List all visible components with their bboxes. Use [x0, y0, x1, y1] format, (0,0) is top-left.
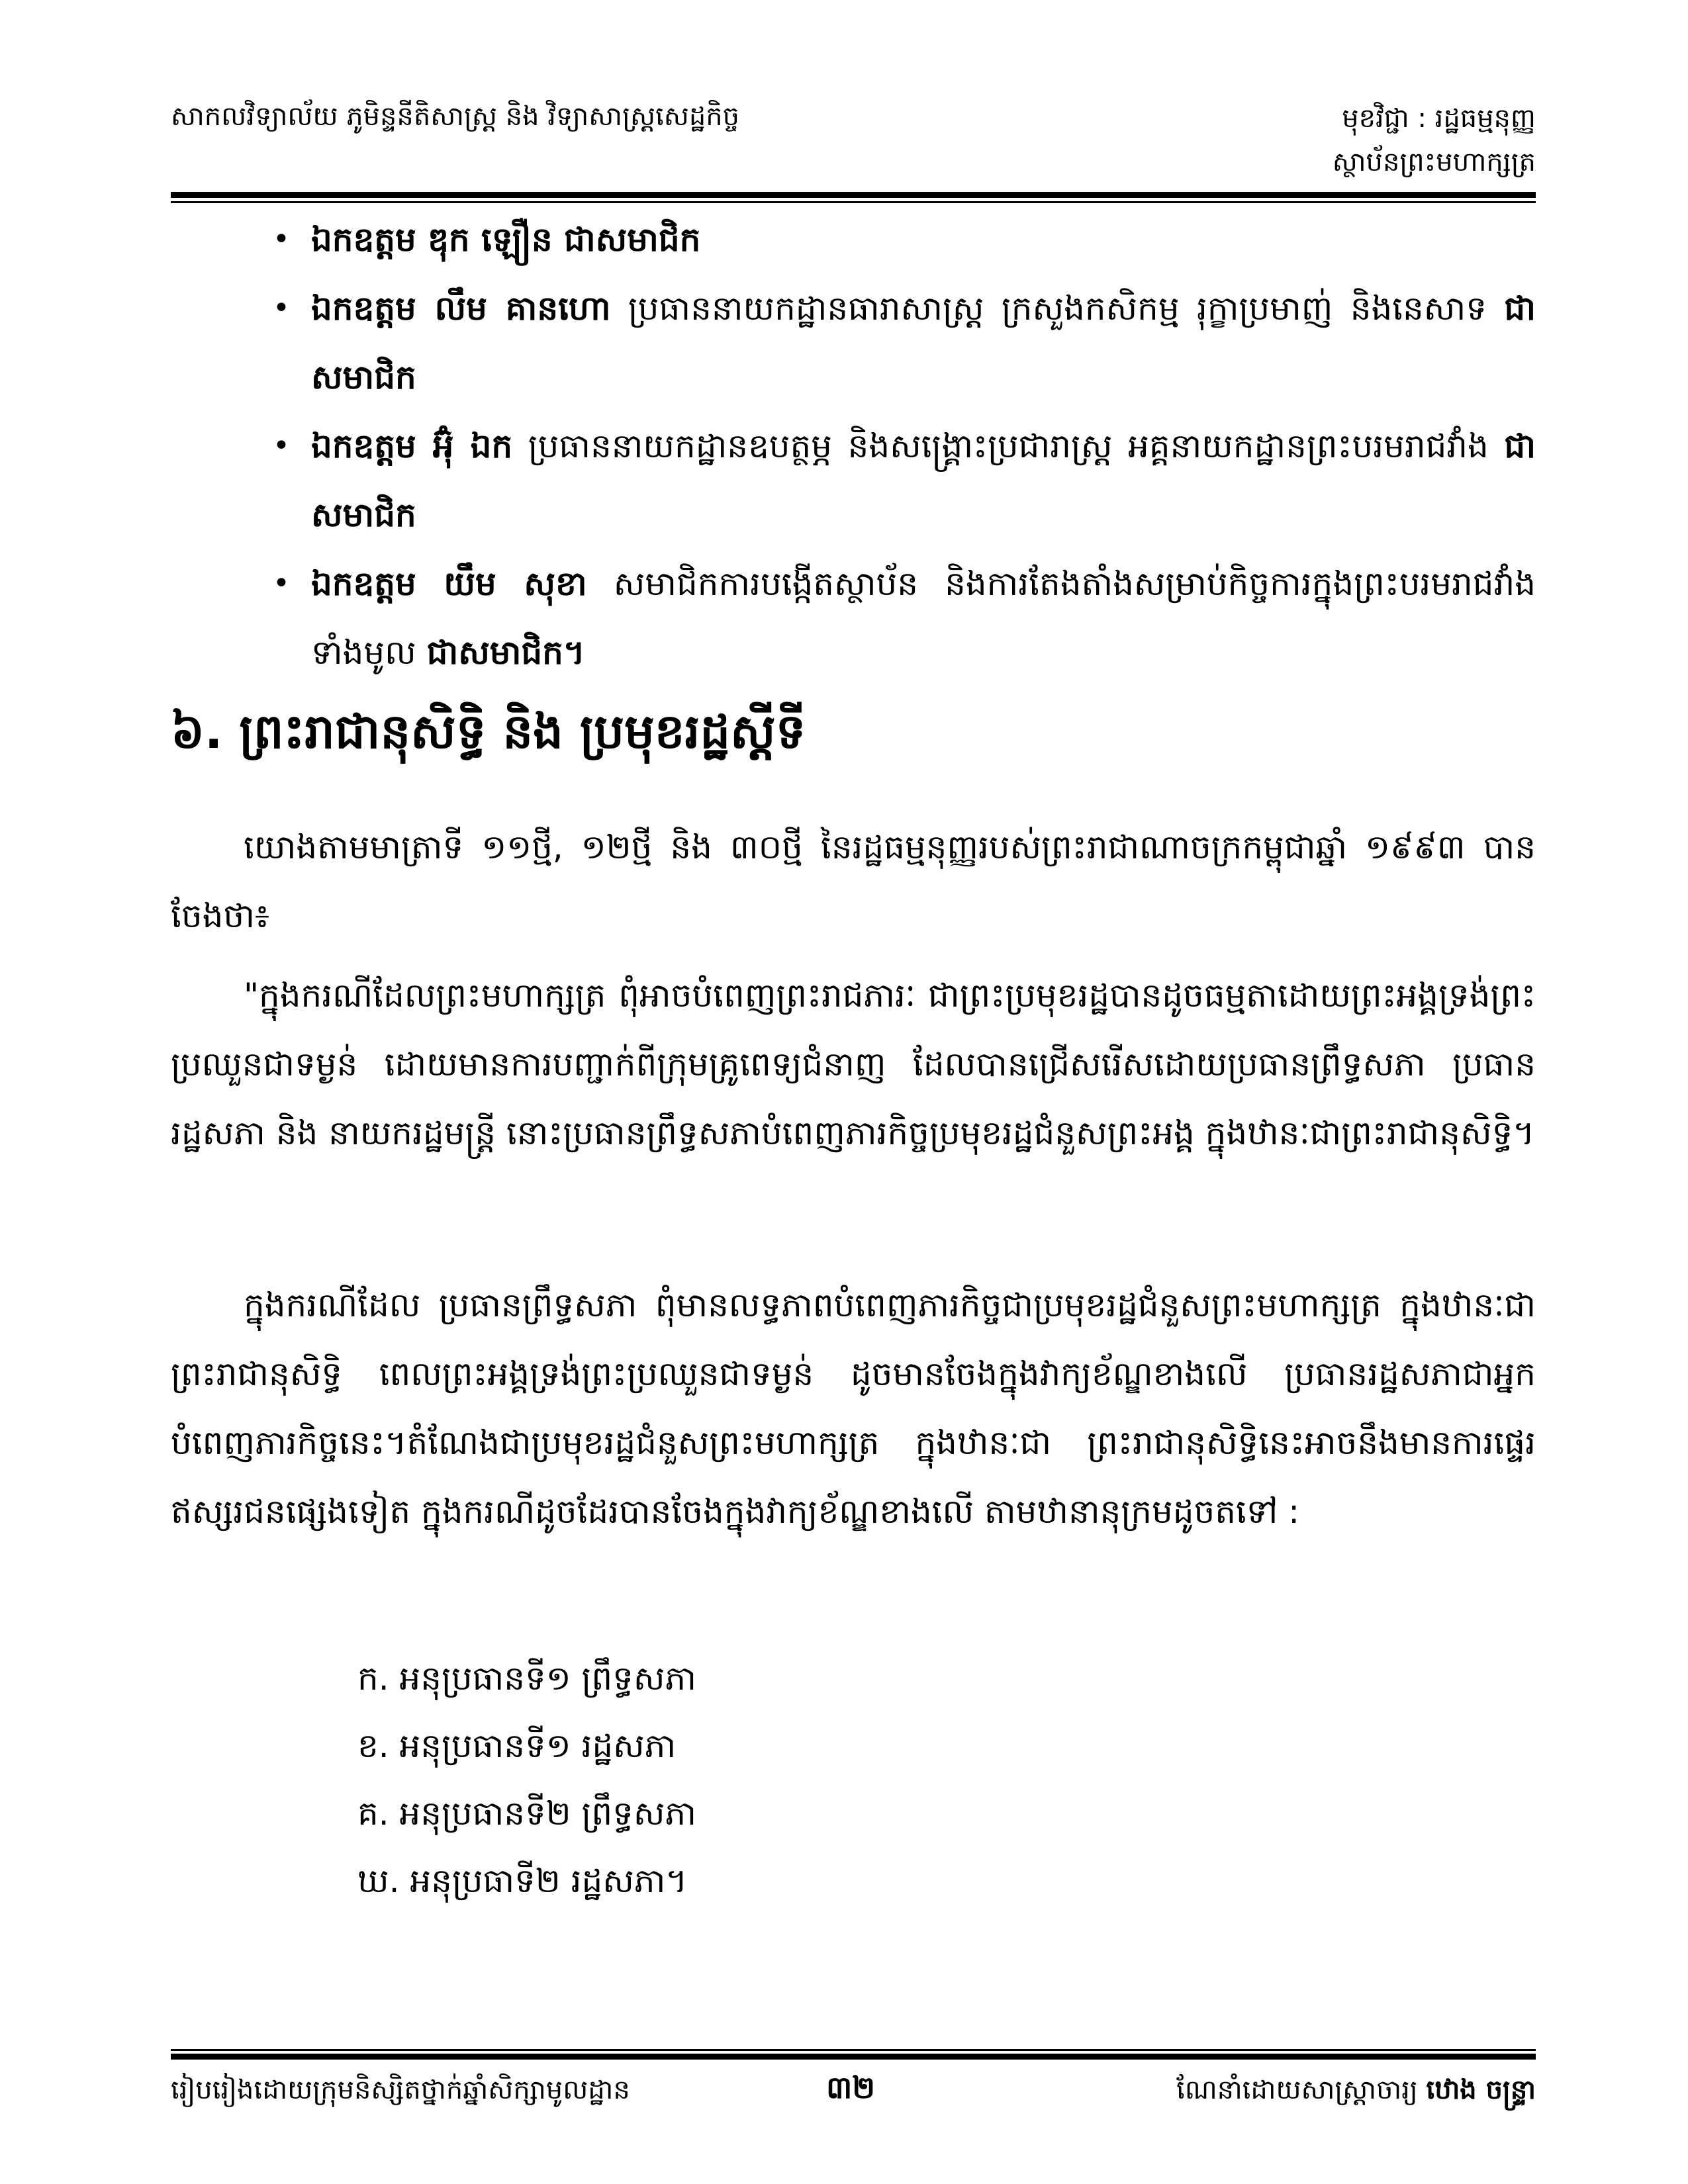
paragraph-second-case: ក្នុងករណីដែល ប្រធានព្រឹទ្ធសភា ពុំមានលទ្ធភាពបំពេញភារកិច្ចជាប្រមុខរដ្ឋជំនួសព្រះមហាក្សត្រ ក្នុងឋានៈជាព្រះរាជានុសិទ្ធិ ពេលព្រះអង្គទ្រង់ព្រះប្រឈួនជាទម្ងន់ ដូចមានចែងក្នុងវាក្យខ័ណ្ឌខាងលើ ប្រធានរដ្ឋសភាជាអ្នកបំពេញភារកិច្ចនេះ។តំណែងជាប្រមុខរដ្ឋជំនួសព្រះមហាក្សត្រ ក្នុងឋានៈជា ព្រះរាជានុសិទ្ធិនេះអាចនឹងមានការផ្ទេរឥស្សរជនផ្សេងទៀត ក្នុងករណីដូចដែរបានចែងក្នុងវាក្យខ័ណ្ឌខាងលើ តាមឋានានុក្រមដូចតទៅ :: [171, 1286, 1536, 1531]
list-item: [273, 549, 1536, 687]
member-role: ជាសមាជិក។: [426, 633, 585, 672]
section-heading: ៦. ព្រះរាជានុសិទ្ធិ និង ប្រមុខរដ្ឋស្ដីទី: [171, 704, 806, 759]
page-number: ៣២: [825, 2070, 876, 2105]
succession-list: [357, 1645, 696, 1915]
bullet-icon: •: [273, 429, 290, 463]
bullet-icon: •: [273, 291, 290, 325]
member-title: ឯកឧត្តម ឌុក ឡឿន ជាសមាជិក: [311, 220, 701, 259]
list-item: [273, 274, 1536, 412]
list-item: ក. អនុប្រធានទី១ ព្រឹទ្ធសភា: [357, 1659, 697, 1698]
list-item: ខ. អនុប្រធានទី១ រដ្ឋសភា: [357, 1727, 677, 1765]
member-title: ឯកឧត្តម លឹម គានហោ: [311, 289, 611, 328]
footer-advisor: [1176, 2070, 1536, 2110]
list-item: គ. អនុប្រធានទី២ ព្រឹទ្ធសភា: [357, 1794, 697, 1833]
member-role: ជាសមាជិក: [311, 289, 1536, 396]
member-title: ឯកឧត្តម យឹម សុខា: [311, 565, 587, 603]
member-list: [273, 205, 1536, 687]
header-rule-thick: [171, 192, 1536, 198]
header-university: សាកលវិទ្យាល័យ ភូមិន្ទនីតិសាស្ត្រ និង វិទ្យាសាស្ត្រសេដ្ឋកិច្ច: [171, 101, 740, 132]
paragraph-first-case: "ក្នុងករណីដែលព្រះមហាក្សត្រ ពុំអាចបំពេញព្រះរាជភារៈ ជាព្រះប្រមុខរដ្ឋបានដូចធម្មតាដោយព្រះអង្គទ្រង់ព្រះប្រឈួនជាទម្ងន់ ដោយមានការបញ្ជាក់ពីក្រុមគ្រូពេទ្យជំនាញ ដែលបានជ្រើសរើសដោយប្រធានព្រឹទ្ធសភា ប្រធានរដ្ឋសភា និង នាយករដ្ឋមន្ត្រី នោះប្រធានព្រឹទ្ធសភាបំពេញភារកិច្ចប្រមុខរដ្ឋជំនួសព្រះអង្គ ក្នុងឋានៈជាព្រះរាជានុសិទ្ធិ។: [171, 976, 1536, 1152]
list-item: [273, 205, 1536, 274]
header-subject-line: មុខវិជ្ជា : រដ្ឋធម្មនុញ្ញ: [1342, 103, 1536, 134]
header-rule-thin: [171, 201, 1536, 203]
footer-rule-thin: [171, 2049, 1536, 2051]
footer-advisor-name: ឋោង ចន្ទ្រា: [1426, 2075, 1536, 2105]
footer-advisor-label: ណែនាំដោយសាស្ត្រាចារ្យ: [1176, 2075, 1427, 2105]
list-item: [273, 412, 1536, 549]
member-role: ជាសមាជិក: [311, 427, 1536, 534]
member-description: សមាជិកការបង្កើតស្ថាប័ន និងការតែងតាំងសម្រាប់កិច្ចការក្នុងព្រះបរមរាជវាំងទាំងមូល: [311, 565, 1536, 672]
footer-authors: រៀបរៀងដោយក្រុមនិស្សិតថ្នាក់ឆ្នាំសិក្សាមូលដ្ឋាន: [171, 2075, 630, 2105]
footer-rule-thick: [171, 2054, 1536, 2060]
list-item: ឃ. អនុប្រធាទី២ រដ្ឋសភា។: [357, 1862, 688, 1900]
header-subject: [1333, 97, 1536, 184]
member-description: ប្រធាននាយកដ្ឋានឧបត្ថម្ភ និងសង្គ្រោះប្រជារាស្ត្រ អគ្គនាយកដ្ឋានព្រះបរមរាជវាំង: [512, 427, 1505, 465]
paragraph-reference: យោងតាមមាត្រាទី ១១ថ្មី, ១២ថ្មី និង ៣០ថ្មី នៃរដ្ឋធម្មនុញ្ញរបស់ព្រះរាជាណាចក្រកម្ពុជាឆ្នាំ ១៩៩៣ បានចែងថា៖: [171, 828, 1536, 935]
bullet-icon: •: [273, 222, 290, 256]
member-description: ប្រធាននាយកដ្ឋានធារាសាស្ត្រ ក្រសួងកសិកម្ម រុក្ខាប្រមាញ់ និងនេសាទ: [610, 289, 1505, 328]
header-chapter-line: ស្ថាប័នព្រះមហាក្សត្រ: [1332, 147, 1536, 177]
member-title: ឯកឧត្តម អ៊ុំ ឯក: [311, 427, 513, 465]
bullet-icon: •: [273, 567, 290, 600]
